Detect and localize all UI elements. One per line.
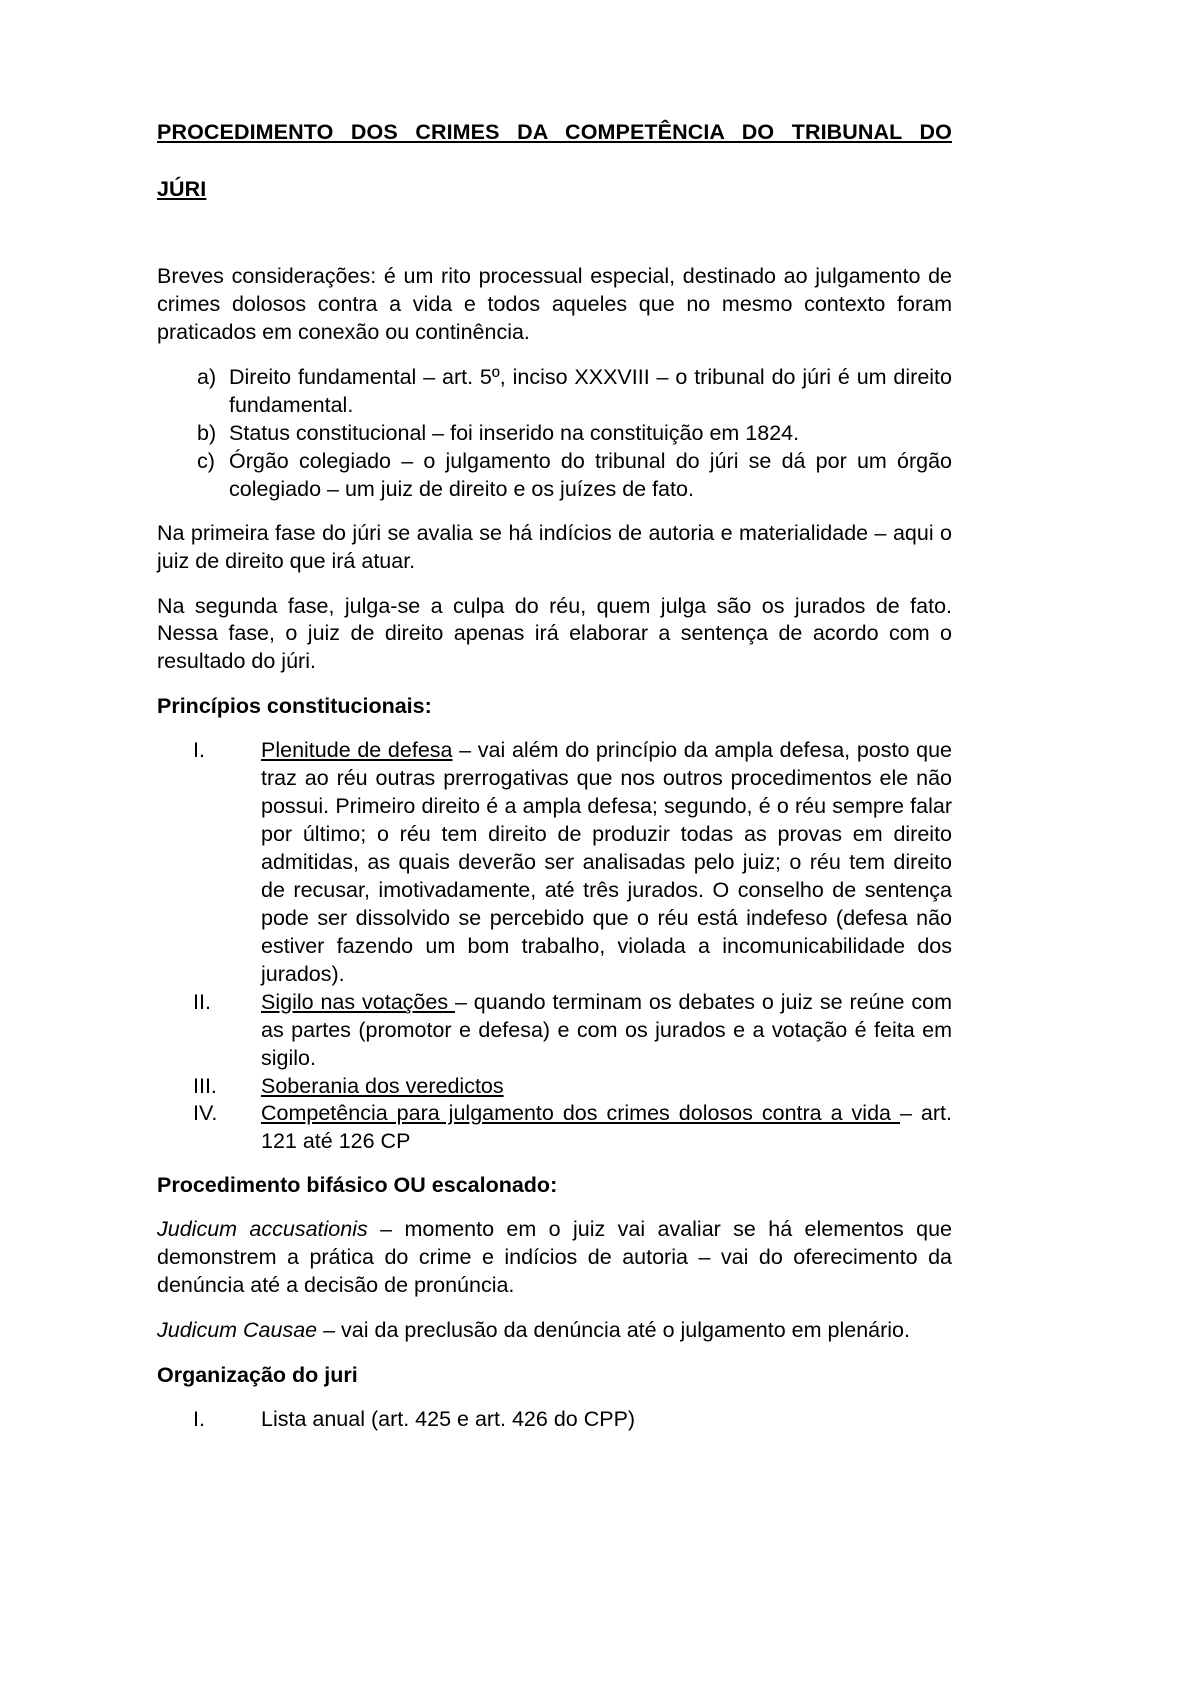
list-marker: b) [197,420,217,445]
page-title-line-1: PROCEDIMENTO DOS CRIMES DA COMPETÊNCIA DO TRIBUNAL DO [157,120,952,144]
paragraph-judicum-accusationis [157,1216,952,1300]
list-item-term: Soberania dos veredictos [261,1073,504,1098]
list-marker: I. [193,1406,205,1431]
organizacao-list [157,1406,952,1434]
list-item-text: Direito fundamental – art. 5º, inciso XXXVIII – o tribunal do júri é um direito fundamental. [229,364,952,417]
list-marker: c) [197,448,215,473]
list-item-text: – art. 121 até 126 CP [261,1101,952,1154]
list-item [157,989,952,1073]
document-body [157,118,952,1434]
alpha-list [157,364,952,504]
list-marker: I. [193,738,205,763]
list-item [157,1100,952,1156]
list-item-text: Status constitucional – foi inserido na constituição em 1824. [229,420,800,445]
list-item-text: Lista anual (art. 425 e art. 426 do CPP) [261,1406,636,1431]
list-marker: III. [193,1073,217,1098]
list-item-text: – vai além do princípio da ampla defesa, posto que traz ao réu outras prerrogativas que nos outros procedimentos ele não possui. Primeiro direito é a ampla defesa; segundo, é o réu sempre falar por último; o réu tem direito de produzir todas as provas em direito admitidas, as quais deverão ser analisadas pelo juiz; o réu tem direito de recusar, imotivadamente, até três jurados. O conselho de sentença pode ser dissolvido se percebido que o réu está indefeso (defesa não estiver fazendo um bom trabalho, violada a incomunicabilidade dos jurados). [261,738,952,986]
section-heading-bifasico: Procedimento bifásico OU escalonado: [157,1173,558,1198]
list-item [157,364,952,420]
list-item [157,1073,952,1101]
paragraph-first-phase: Na primeira fase do júri se avalia se há indícios de autoria e materialidade – aqui o juiz de direito que irá atuar. [157,520,952,573]
list-item [157,448,952,504]
term-judicum-accusationis: Judicum accusationis [157,1217,368,1242]
paragraph-second-phase: Na segunda fase, julga-se a culpa do réu, quem julga são os jurados de fato. Nessa fase, o juiz de direito apenas irá elaborar a sentença de acordo com o resultado do júri. [157,593,952,674]
section-heading-principios: Princípios constitucionais: [157,694,432,719]
intro-paragraph: Breves considerações: é um rito processual especial, destinado ao julgamento de crimes dolosos contra a vida e todos aqueles que no mesmo contexto foram praticados em conexão ou continência. [157,264,952,344]
paragraph-judicum-causae-text: – vai da preclusão da denúncia até o julgamento em plenário. [317,1318,910,1343]
paragraph-judicum-causae [157,1317,952,1345]
principios-list [157,737,952,1156]
list-item-text: Órgão colegiado – o julgamento do tribunal do júri se dá por um órgão colegiado – um juiz de direito e os juízes de fato. [229,448,952,501]
page-title [157,118,952,203]
term-judicum-causae: Judicum Causae [157,1318,318,1343]
page-title-line-2: JÚRI [157,176,207,201]
list-item [157,1406,952,1434]
list-marker: IV. [193,1101,218,1126]
list-item [157,420,952,448]
list-item [157,737,952,988]
list-item-term: Competência para julgamento dos crimes dolosos contra a vida [261,1101,900,1126]
list-marker: II. [193,989,211,1014]
paragraph-judicum-accusationis-text: – momento em o juiz vai avaliar se há elementos que demonstrem a prática do crime e indícios de autoria – vai do oferecimento da denúncia até a decisão de pronúncia. [157,1217,952,1298]
list-item-text: – quando terminam os debates o juiz se reúne com as partes (promotor e defesa) e com os jurados e a votação é feita em sigilo. [261,989,952,1070]
list-item-term: Sigilo nas votações [261,989,455,1014]
list-item-term: Plenitude de defesa [261,738,453,763]
list-marker: a) [197,364,217,389]
section-heading-organizacao: Organização do juri [157,1363,358,1387]
